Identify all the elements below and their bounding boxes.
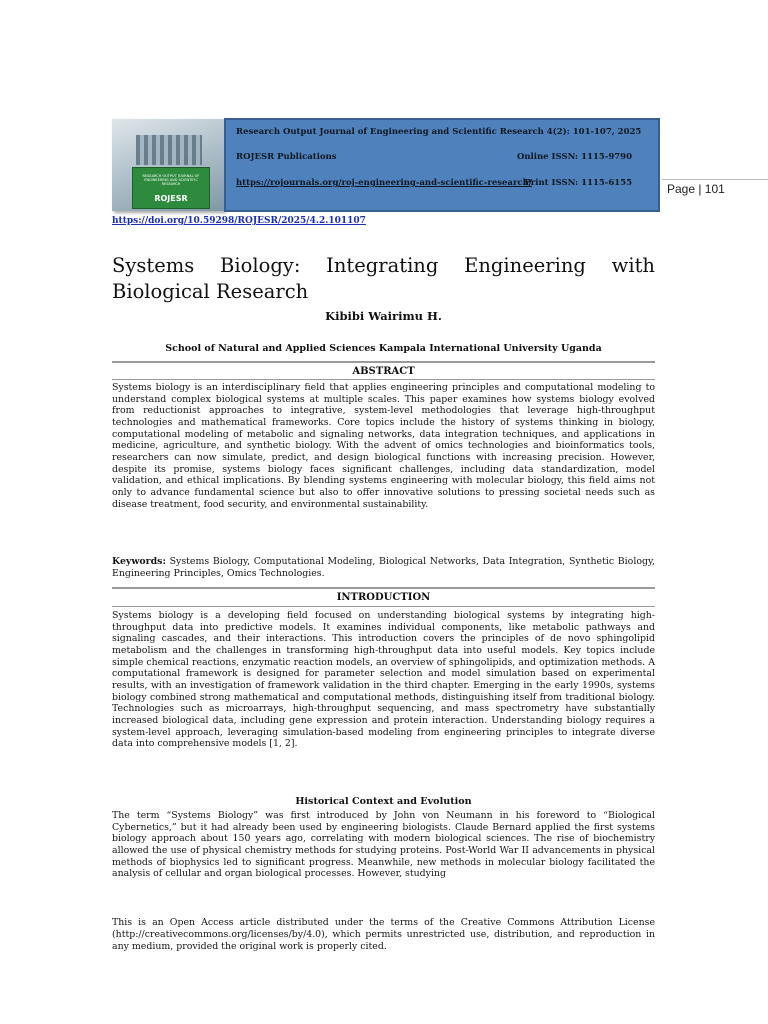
introduction-text: Systems biology is a developing field focused on understanding biological systems by integrating high-throughput data into predictive models. It examines individual components, like metabolic pathways and signaling cascades, and their interactions. This introduction covers the principles of de novo sphingolipid metabolism and the challenges in transforming high-throughput data into useful models. Key topics include simple chemical reactions, enzymatic reaction models, an overview of sphingolipids, and optimization methods. A computational framework is designed for parameter selection and model simulation based on experimental results, with an investigation of framework validation in the third chapter. Emerging in the early 1990s, systems biology combined strong mathematical and computational methods, distinguishing itself from traditional biology. Technologies such as microarrays, high-throughput sequencing, and mass spectrometry have substantially increased biological data, including gene expression and protein interaction. Understanding biology requires a system-level approach, leveraging simulation-based modeling from engineering principles to integrate diverse data into comprehensive models [1, 2]. [112, 610, 655, 750]
page-number: Page | 101 [667, 182, 725, 196]
cover-title: ROJESR [154, 194, 188, 203]
journal-info-box [224, 118, 660, 212]
abstract-heading: ABSTRACT [352, 366, 415, 377]
doi-link[interactable]: https://doi.org/10.59298/ROJESR/2025/4.2.101107 [112, 216, 366, 226]
publisher-name: ROJESR Publications [236, 152, 337, 162]
journal-cover-image [112, 119, 224, 211]
online-issn: Online ISSN: 1115-9790 [516, 152, 632, 162]
journal-name-line: Research Output Journal of Engineering and Scientific Research 4(2): 101-107, 2025 [236, 127, 642, 137]
abstract-text: Systems biology is an interdisciplinary field that applies engineering principles and computational modeling to understand complex biological systems at multiple scales. This paper examines how systems biology evolved from reductionist approaches to integrative, system-level methodologies that leverage high-throughput technologies and mathematical frameworks. Core topics include the history of systems thinking in biology, computational modeling of metabolic and signaling networks, data integration techniques, and applications in medicine, agriculture, and synthetic biology. With the advent of omics technologies and bioinformatics tools, researchers can now simulate, predict, and design biological functions with increasing precision. However, despite its promise, systems biology faces significant challenges, including data standardization, model validation, and ethical implications. By blending systems engineering with molecular biology, this field aims not only to advance fundamental science but also to offer innovative solutions to pressing societal needs such as disease treatment, food security, and environmental sustainability. [112, 382, 655, 510]
history-heading: Historical Context and Evolution [295, 796, 472, 807]
journal-url-link[interactable]: https://rojournals.org/roj-engineering-and-scientific-research/ [236, 178, 532, 188]
keywords-list: Systems Biology, Computational Modeling, Biological Networks, Data Integration, Synthetic Biology, Engineering Principles, Omics Technologies. [112, 556, 655, 579]
keywords-block [112, 556, 655, 579]
cover-title-panel [132, 167, 210, 209]
author-name: Kibibi Wairimu H. [325, 309, 442, 323]
abstract-heading-rule [112, 379, 655, 380]
introduction-heading: INTRODUCTION [336, 592, 431, 603]
page-number-rule [662, 179, 768, 180]
history-text: The term “Systems Biology” was first introduced by John von Neumann in his foreword to “Biological Cybernetics,” but it had already been used by engineering biologists. Claude Bernard applied the first systems biology approach about 150 years ago, correlating with modern biological sciences. The rise of biochemistry allowed the use of physical chemistry methods for studying proteins. Post-World War II advancements in physical methods of biophysics led to significant progress. Meanwhile, new methods in molecular biology facilitated the analysis of cellular and organ biological processes. However, studying [112, 810, 655, 880]
open-access-notice: This is an Open Access article distributed under the terms of the Creative Commons Attribution License (http://creativecommons.org/licenses/by/4.0), which permits unrestricted use, distribution, and reproduction in any medium, provided the original work is properly cited. [112, 917, 655, 952]
introduction-top-rule [112, 587, 655, 589]
cover-machinery-graphic [136, 135, 202, 165]
abstract-top-rule [112, 361, 655, 363]
introduction-heading-rule [112, 606, 655, 607]
print-issn: Print ISSN: 1115-6155 [524, 178, 632, 188]
article-title: Systems Biology: Integrating Engineering with Biological Research [112, 254, 655, 303]
author-affiliation: School of Natural and Applied Sciences Kampala International University Uganda [165, 343, 602, 354]
keywords-label: Keywords: [112, 556, 166, 567]
cover-subtitle: RESEARCH OUTPUT JOURNAL OF ENGINEERING AND SCIENTIFIC RESEARCH [142, 174, 200, 186]
